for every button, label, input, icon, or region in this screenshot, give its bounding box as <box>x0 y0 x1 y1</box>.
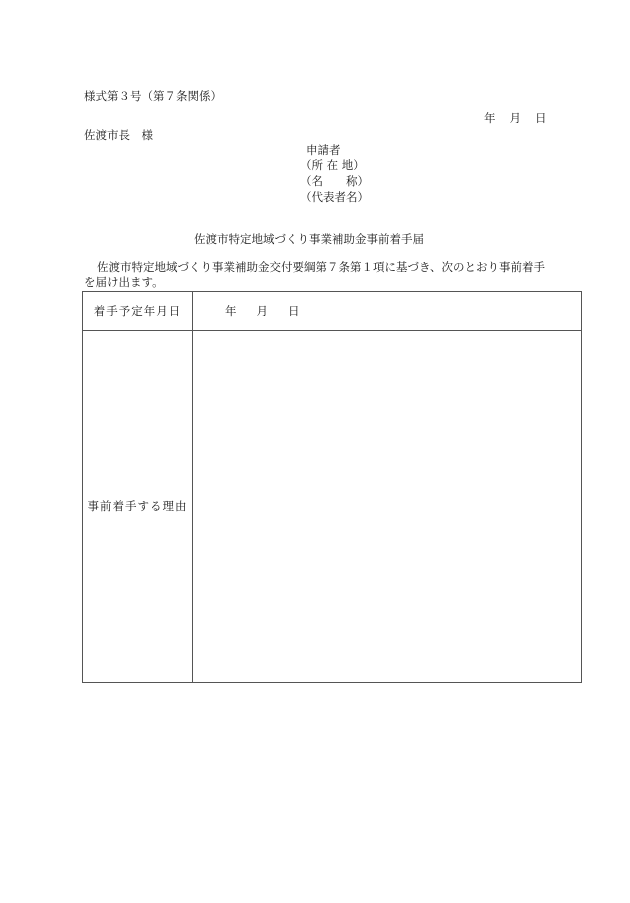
table-row-reason <box>83 330 581 682</box>
submission-date <box>484 111 547 126</box>
body-text: 佐渡市特定地域づくり事業補助金交付要綱第７条第１項に基づき、次のとおり事前着手を届け出ます。 <box>84 260 546 289</box>
start-month-label: 月 <box>256 304 268 318</box>
start-date-field[interactable] <box>193 292 581 330</box>
reason-label: 事前着手する理由 <box>83 330 193 682</box>
start-date-value <box>193 303 300 319</box>
form-number: 様式第３号（第７条関係） <box>84 89 222 103</box>
start-day-label: 日 <box>288 304 300 318</box>
start-date-label: 着手予定年月日 <box>83 292 193 330</box>
date-year-label: 年 <box>484 111 496 125</box>
applicant-heading: 申請者 <box>306 143 341 157</box>
date-day-label: 日 <box>535 111 547 125</box>
start-year-label: 年 <box>225 304 237 318</box>
date-month-label: 月 <box>509 111 521 125</box>
applicant-representative-label: （代表者名） <box>300 190 369 204</box>
table-row-start-date <box>83 292 581 331</box>
info-table <box>82 291 582 683</box>
addressee: 佐渡市長 様 <box>84 128 153 142</box>
applicant-location-label: （所 在 地） <box>300 158 365 172</box>
applicant-name-label: （名 称） <box>300 174 369 188</box>
reason-field[interactable] <box>193 330 581 682</box>
document-title: 佐渡市特定地域づくり事業補助金事前着手届 <box>194 232 424 246</box>
